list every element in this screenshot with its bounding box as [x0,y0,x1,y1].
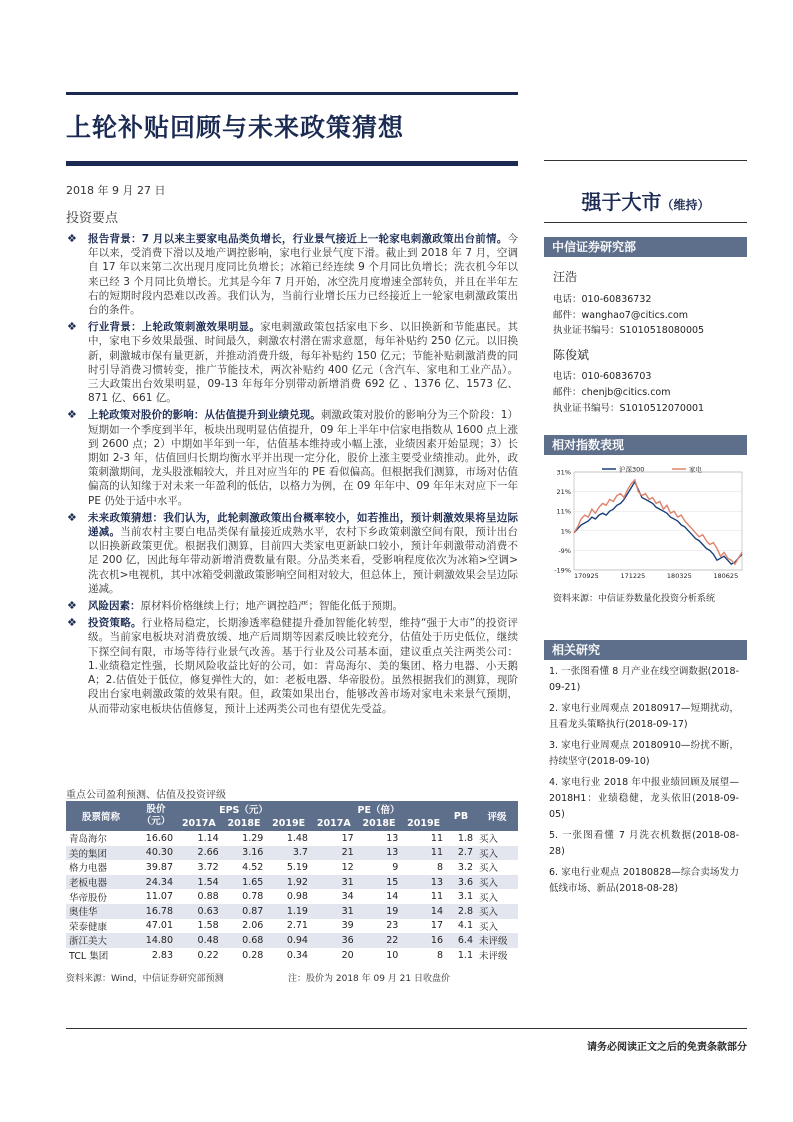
diamond-bullet-icon: ❖ [67,232,77,245]
table-cell: 3.72 [197,861,219,873]
bullet-investment-strategy [66,616,518,715]
table-cell: 1.54 [176,875,222,890]
table-cell: 老板电器 [66,875,136,890]
chart-legend-label: 家电 [689,465,702,474]
related-research-item[interactable]: 3. 家电行业周观点 20180910—纷扰不断，持续坚守(2018-09-10) [549,740,739,767]
table-cell: 31 [311,904,357,919]
analyst-cert: 执业证书编号：S1010518080005 [553,325,705,336]
table-cell: 19 [357,904,402,919]
table-cell: 买入 [479,863,499,875]
table-cell: 买入 [476,875,518,890]
chart-x-tick-label: 180325 [666,572,692,580]
bullet-report-background [66,232,518,317]
table-cell: 11 [401,846,446,861]
table-cell: 买入 [476,846,518,861]
diamond-bullet-icon: ❖ [67,320,77,334]
table-cell: 荣泰健康 [69,921,108,933]
table-cell: 0.98 [286,891,308,903]
footer-disclaimer-note: 请务必阅读正文之后的免责条款部分 [587,1042,747,1053]
col-eps-2018e: 2018E [222,816,267,831]
table-cell: 未评级 [479,951,508,963]
industry-rating [544,186,747,215]
report-date: 2018 年 9 月 27 日 [66,184,166,197]
bullet-body: 今年以来，受消费下滑以及地产调控影响，家电行业景气度下滑。截止到 2018 年 7 月，空调自 17 年以来第二次出现月度同比负增长；冰箱已经连续 9 个月同比负增长；洗衣机今年以来已经 3 个月同比负增长。尤其是今年 7 月开始，冰空洗月度增速全部转负，并且在半年左右的短期时段内恐难以改善。我们认为，当前行业增长压力已经接近上一轮家电刺激政策出台的条件。 [88,233,518,317]
table-cell: 14 [401,904,446,919]
table-cell: 11 [430,891,443,903]
chart-x-tick-label: 170925 [574,572,599,580]
table-footnote [66,971,518,984]
chart-y-tick-label: -19% [554,566,571,575]
chart-grid [574,472,742,570]
table-cell: 5.19 [286,861,308,873]
col-pe-2017a: 2017A [311,816,357,831]
table-cell: 12 [341,861,354,873]
table-cell: 奥佳华 [66,904,136,919]
table-cell: 11 [430,832,443,844]
table-cell: 华帝股份 [69,892,108,904]
table-cell: 3.6 [446,875,476,890]
table-cell: 2.06 [242,920,264,932]
table-cell: 11.07 [145,891,173,903]
table-cell: 24.34 [136,875,176,890]
chart-source: 资料来源：中信证券数量化投资分析系统 [553,594,716,604]
bullet-lead: 风险因素： [88,600,141,613]
bullet-body: 原材料价格继续上行；地产调控趋严；智能化低于预期。 [140,600,403,613]
col-pe-2019e: 2019E [401,816,446,831]
table-cell: 8 [436,861,443,873]
bullet-lead: 上轮政策对股价的影响：从估值提升到业绩兑现。 [88,409,321,422]
col-eps: EPS（元） [176,801,311,816]
table-row [66,948,518,963]
page-title: 上轮补贴回顾与未来政策猜想 [66,113,405,142]
table-source: 资料来源：Wind，中信证券研究部预测 [66,974,224,984]
related-title-bar: 相关研究 [544,640,747,660]
table-cell: 47.01 [145,920,173,932]
chart-x-tick-label: 180625 [713,572,739,580]
rating-rule-top [544,160,747,161]
diamond-bullet-icon: ❖ [67,616,77,630]
table-cell: 3.1 [457,891,473,903]
table-row [66,860,518,875]
col-price: 股价 （元） [136,801,176,831]
table-cell: 22 [357,933,402,948]
table-cell: TCL 集团 [69,951,109,963]
table-cell: 8 [436,949,443,961]
table-row [66,904,518,919]
section-heading: 投资要点 [66,211,119,226]
table-cell: 1.65 [222,875,267,890]
title-rule-bottom [66,161,518,166]
analyst-email[interactable]: 邮件：wanghao7@citics.com [553,310,689,321]
table-cell: 3.16 [222,846,267,861]
table-cell: 1.8 [457,832,473,844]
table-row [66,919,518,934]
dept-title-bar: 中信证券研究部 [544,237,747,257]
rating-rule-bottom [544,222,747,223]
table-cell: 1.1 [457,949,473,961]
related-research-item[interactable]: 4. 家电行业 2018 年中报业绩回顾及展望—2018H1：业绩稳健，龙头依旧(2018-09-05) [549,777,739,820]
related-research-item[interactable]: 5. 一张图看懂 7 月洗衣机数据(2018-08-28) [549,830,739,857]
table-cell: 13 [386,832,399,844]
table-cell: 0.34 [286,949,308,961]
table-cell: 2.71 [286,920,308,932]
table-cell: 1.14 [197,832,219,844]
related-research-item[interactable]: 1. 一张图看懂 8 月产业在线空调数据(2018-09-21) [549,666,739,693]
bullet-lead: 投资策略。 [88,617,142,630]
forecast-table [66,801,518,962]
table-cell: 0.94 [266,933,311,948]
table-cell: 买入 [479,892,499,904]
investment-points [66,232,518,719]
col-eps-2017a: 2017A [176,816,222,831]
analyst-name: 陈俊斌 [553,348,590,362]
table-cell: 16.78 [136,904,176,919]
table-cell: 买入 [479,921,499,933]
table-cell: 40.30 [136,846,176,861]
analyst-phone: 电话：010-60836703 [553,371,652,382]
col-stock-name: 股票简称 [66,801,136,831]
analyst-email[interactable]: 邮件：chenjb@citics.com [553,387,671,398]
related-research-item[interactable]: 6. 家电行业观点 20180828—综合卖场发力低线市场、新品(2018-08-28) [549,867,739,894]
table-cell: 浙江美大 [66,933,136,948]
table-cell: 36 [311,933,357,948]
table-row [66,846,518,861]
relative-index-chart [544,462,747,582]
table-cell: 格力电器 [69,863,108,875]
table-cell: 0.68 [222,933,267,948]
related-research-list [549,664,739,902]
bullet-body: 刺激政策对股价的影响分为三个阶段：1）短期如一个季度到半年，板块出现明显估值提升，09 年上半年中信家电指数从 1600 点上涨到 2600 点；2）中期如半年到一年，估值基本维持或小幅上涨，业绩因素开始显现；3）长期如 2-3 年，估值回归长期均衡水平并出现一定分化，股价上涨主要受业绩推动。此外，政策刺激期间，龙头股涨幅较大，并且对应当年的 PE 看似偏高。但根据我们测算，市场对估值偏高的认知缘于对未来一年盈利的低估，以格力为例，在 09 年年中、09 年年末对应下一年 PE 仍处于适中水平。 [88,409,518,507]
analyst-name: 汪浩 [553,270,578,284]
diamond-bullet-icon: ❖ [67,599,77,613]
table-cell: 2.8 [446,904,476,919]
chart-plot-frame [574,472,742,570]
title-rule-top [66,92,518,95]
chart-x-ticks [574,572,738,580]
chart-y-tick-label: 31% [556,468,571,477]
table-cell: 4.1 [457,920,473,932]
chart-y-ticks [554,469,571,575]
table-cell: 13 [357,846,402,861]
table-cell: 0.28 [242,949,264,961]
table-cell: 2.66 [176,846,222,861]
col-pb: PB [446,801,476,831]
table-cell: 13 [401,875,446,890]
table-cell: 1.48 [286,832,308,844]
table-cell: 买入 [476,904,518,919]
chart-y-tick-label: 1% [560,527,571,536]
table-cell: 0.87 [222,904,267,919]
bullet-body: 行业格局稳定，长期渗透率稳健提升叠加智能化转型，维持“强于大市”的投资评级。当前家电板块对消费放缓、地产后周期等因素反映比较充分，估值处于历史低位，继续下探空间有限，市场等待行业景气改善。基于行业及公司基本面，建议重点关注两类公司：1.业绩稳定性强，长期风险收益比好的公司，如：青岛海尔、美的集团、格力电器、小天鹅 A；2.估值处于低位，修复弹性大的，如：老板电器、华帝股份。虽然根据我们的测算，现阶段出台家电刺激政策的效果有限。但，政策如果出台，能够改善市场对家电未来景气预期，从而带动家电板块估值修复，预计上述两类公司也有望优先受益。 [88,617,518,715]
table-cell: 39.87 [145,861,173,873]
chart-series-line-appliance [574,480,742,564]
chart-series-lines [574,480,742,564]
table-row [66,875,518,890]
chart-series-line-hs300 [574,482,742,564]
table-cell: 17 [430,920,443,932]
table-cell: 2.7 [446,846,476,861]
table-cell: 15 [357,875,402,890]
table-cell: 6.4 [446,933,476,948]
chart-legend-label: 沪深300 [619,465,645,474]
bullet-body: 家电刺激政策包括家电下乡、以旧换新和节能惠民。其中，家电下乡效果最强、时间最久，刺激农村潜在需求意愿，每年补贴约 250 亿元。以旧换新，刺激城市保有量更新，并推动消费升级，每年补贴约 150 亿元；节能补贴刺激消费的同时引导消费习惯转变，推广节能技术，两次补贴约 400 亿元（含汽车、家电和工业产品）。三大政策出台效果明显，09-13 年每年分别带动新增消费 692 亿 、1376 亿、1573 亿、871 亿、661 亿。 [88,321,519,405]
bullet-lead: 未来政策猜想：我们认为，此轮刺激政策出台概率较小，如若推出，预计刺激效果将呈边际递减。 [88,511,518,539]
footer-rule [66,1028,747,1029]
table-price-note: 注：股价为 2018 年 09 月 21 日收盘价 [288,974,450,984]
bullet-industry-background [66,320,518,405]
bullet-stock-impact [66,408,518,507]
table-cell: 3.7 [266,846,311,861]
chart-y-tick-label: -9% [558,546,571,555]
table-cell: 21 [311,846,357,861]
table-row [66,889,518,904]
table-cell: 20 [341,949,354,961]
bullet-body: 当前农村主要白电品类保有量接近成熟水平，农村下乡政策刺激空间有限，预计出台以旧换新政策更优。根据我们测算，目前四大类家电更新缺口较小，预计年刺激带动消费不足 200 亿，因此每年带动新增消费数量有限。分品类来看，受影响程度依次为冰箱>空调>洗衣机>电视机，其中冰箱受刺激政策影响空间相对较大，但总体上，预计刺激效果会呈边际递减。 [88,526,519,595]
table-cell: 10 [386,949,399,961]
table-cell: 4.52 [242,861,264,873]
table-cell: 买入 [479,834,499,846]
table-cell: 17 [341,832,354,844]
bullet-risk-factors [66,599,518,613]
rating-main: 强于大市 [581,190,662,214]
table-cell: 3.2 [457,861,473,873]
table-cell: 34 [341,891,354,903]
bullet-lead: 行业背景：上轮政策刺激效果明显。 [88,321,261,334]
table-cell: 未评级 [476,933,518,948]
chart-y-tick-label: 11% [556,507,571,516]
chart-x-tick-label: 171225 [620,572,646,580]
analyst-phone: 电话：010-60836732 [553,294,652,305]
rating-sub: （维持） [661,198,710,212]
col-eps-2019e: 2019E [266,816,311,831]
table-cell: 青岛海尔 [69,834,108,846]
table-cell: 美的集团 [66,846,136,861]
col-pe: PE（倍） [311,801,446,816]
related-research-item[interactable]: 2. 家电行业周观点 20180917—短期扰动，且看龙头策略执行(2018-09-17) [549,703,739,730]
chart-y-tick-label: 21% [556,488,571,497]
table-title: 重点公司盈利预测、估值及投资评级 [66,790,226,801]
table-cell: 0.63 [176,904,222,919]
table-header-row [66,801,518,816]
col-rating: 评级 [476,801,518,831]
table-cell: 39 [341,920,354,932]
table-cell: 1.19 [266,904,311,919]
table-cell: 14 [386,891,399,903]
diamond-bullet-icon: ❖ [67,408,77,422]
diamond-bullet-icon: ❖ [67,510,77,524]
table-cell: 16 [401,933,446,948]
table-cell: 0.48 [176,933,222,948]
analyst-cert: 执业证书编号：S1010512070001 [553,403,705,414]
table-cell: 2.83 [151,949,173,961]
table-cell: 1.29 [242,832,264,844]
table-cell: 0.78 [242,891,264,903]
chart-title-bar: 相对指数表现 [544,435,747,455]
bullet-lead: 报告背景：7 月以来主要家电品类负增长，行业景气接近上一轮家电刺激政策出台前情。 [88,233,508,245]
table-cell: 16.60 [145,832,173,844]
table-cell: 0.22 [197,949,219,961]
table-cell: 9 [392,861,399,873]
col-pe-2018e: 2018E [357,816,402,831]
table-cell: 0.88 [197,891,219,903]
table-cell: 1.92 [266,875,311,890]
table-row [66,831,518,846]
bullet-policy-outlook [66,511,518,596]
table-row [66,933,518,948]
table-cell: 31 [311,875,357,890]
table-cell: 14.80 [136,933,176,948]
table-cell: 1.58 [197,920,219,932]
table-cell: 23 [386,920,399,932]
